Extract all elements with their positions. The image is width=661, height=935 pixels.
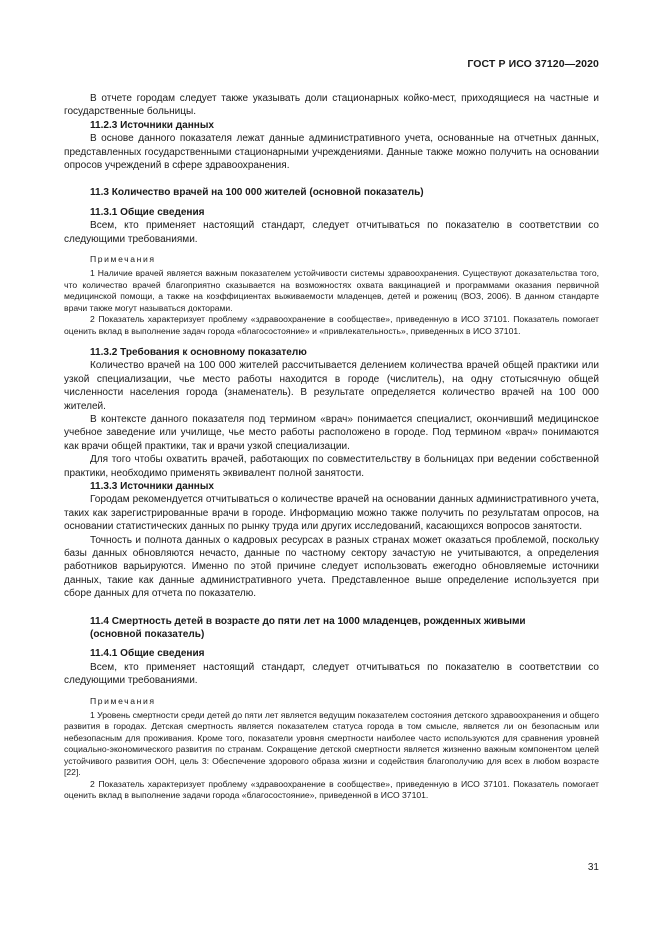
notes-title: Примечания bbox=[90, 254, 156, 265]
paragraph: В контексте данного показателя под термином «врач» понимается специалист, окончивший медицинское учебное заведение или училище, чье место работы расположено в городе. Под термином «врач» понимаются как врачи общей практики, так и врачи узкой специализации. bbox=[64, 413, 599, 452]
standard-header: ГОСТ Р ИСО 37120—2020 bbox=[467, 58, 599, 70]
paragraph: Количество врачей на 100 000 жителей рассчитывается делением количества врачей общей практики или узкой специализации, чье место работы находится в городе (числитель), на одну стотысячную общей численности населения города (знаменатель). В результате определяется количество врачей на 100 000 жителей. bbox=[64, 360, 599, 412]
paragraph: Точность и полнота данных о кадровых ресурсах в разных странах может оказаться проблемой, поскольку базы данных обновляются нечасто, данные по частному сектору зачастую не учитываются, а определения работников варьируются. Именно по этой причине следует использовать ежегодно обновляемые источники данных, такие как данные административного учета. Представленное выше определение используется при сборе данных для отчета по показателю. bbox=[64, 534, 599, 600]
note: 1 Наличие врачей является важным показателем устойчивости системы здравоохранения. Существуют доказательства того, что количество врачей благоприятно сказывается на возможностях охвата вакцинацией и программами оказания первичной медицинской помощи, а также на коэффициентах выживаемости младенцев, детей и рожениц (ВОЗ, 2006). В данном стандарте врачи также могут называться докторами. bbox=[64, 268, 599, 313]
note: 1 Уровень смертности среди детей до пяти лет является ведущим показателем состояния детского здравоохранения и общего развития в городах. Детская смертность является показателем статуса города в том смысле, является ли он безопасным или небезопасным для проживания. Кроме того, показатели уровня смертности наиболее часто используются для сравнения уровней социально-экономического развития по странам. Сокращение детской смертности является жизненно важным компонентом целей устойчивого развития ООН, цель 3: Обеспечение здорового образа жизни и содействия благополучию для всех в любом возрасте [22]. bbox=[64, 710, 599, 778]
subsection-heading-11-4-1: 11.4.1 Общие сведения bbox=[90, 648, 205, 660]
note: 2 Показатель характеризует проблему «здравоохранение в сообществе», приведенную в ИСО 37101. Показатель помогает оценить вклад в выполнение задачи города «благосостояние», приведенной в ИСО 37101. bbox=[64, 778, 599, 800]
subsection-heading-11-2-3: 11.2.3 Источники данных bbox=[90, 119, 214, 131]
subsection-heading-11-3-3: 11.3.3 Источники данных bbox=[90, 480, 214, 492]
notes-title: Примечания bbox=[90, 695, 156, 706]
section-heading-11-4-line1: 11.4 Смертность детей в возрасте до пяти лет на 1000 младенцев, рожденных живыми bbox=[90, 615, 526, 627]
note: 2 Показатель характеризует проблему «здравоохранение в сообществе», приведенную в ИСО 37101. Показатель помогает оценить вклад в выполнение задач города «благосостояние» и «привлекательность», приведенных в ИСО 37101. bbox=[64, 314, 599, 336]
section-heading-11-4 bbox=[90, 615, 599, 642]
paragraph: Всем, кто применяет настоящий стандарт, следует отчитываться по показателю в соответствии со следующими требованиями. bbox=[64, 661, 599, 687]
section-heading-11-4-line2: (основной показатель) bbox=[90, 629, 205, 641]
page-body bbox=[64, 92, 599, 801]
paragraph: Всем, кто применяет настоящий стандарт, следует отчитываться по показателю в соответствии со следующими требованиями. bbox=[64, 220, 599, 245]
page-number: 31 bbox=[587, 862, 599, 873]
paragraph: В отчете городам следует также указывать доли стационарных койко-мест, приходящиеся на частные и государственные больницы. bbox=[64, 93, 599, 118]
paragraph: В основе данного показателя лежат данные административного учета, основанные на отчетных данных, представленных государственными стационарными учреждениями. Данные также можно получить на основании опросов учреждений в сфере здравоохранения. bbox=[64, 133, 599, 172]
paragraph: Для того чтобы охватить врачей, работающих по совместительству в больницах при ведении собственной практики, необходимо применять эквивалент полной занятости. bbox=[64, 454, 599, 479]
subsection-heading-11-3-2: 11.3.2 Требования к основному показателю bbox=[90, 346, 307, 358]
subsection-heading-11-3-1: 11.3.1 Общие сведения bbox=[90, 206, 205, 218]
paragraph: Городам рекомендуется отчитываться о количестве врачей на основании данных административного учета, таких как зарегистрированные врачи в городе. Информацию можно также получить по результатам опросов, на основании статистических данных по рынку труда или других исследований, касающихся вопросов занятости. bbox=[64, 494, 599, 533]
section-heading-11-3: 11.3 Количество врачей на 100 000 жителей (основной показатель) bbox=[90, 187, 424, 199]
